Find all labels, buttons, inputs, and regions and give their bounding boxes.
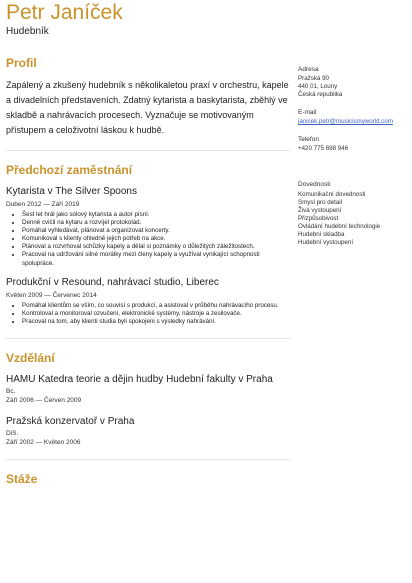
employment-heading: Předchozí zaměstnání (6, 163, 133, 177)
section-divider (6, 150, 290, 151)
job-title: Kytarista v The Silver Spoons (6, 186, 137, 197)
skill-item: Hudební skladba (298, 231, 345, 238)
address-line: Pražská 90 (298, 75, 329, 82)
education-dates: Září 2002 — Květen 2006 (6, 438, 81, 446)
job-bullet: • Kontroloval a monitoroval ozvučení, elektronické systémy, nástroje a zesilovače. (22, 310, 290, 318)
main-column (6, 56, 290, 494)
school-name: Pražská konzervatoř v Praha (6, 415, 135, 427)
email-block (298, 109, 410, 126)
job-entry (6, 276, 290, 326)
address-line: 440 01, Louny (298, 83, 338, 90)
skill-item: Hudební vystoupení (298, 239, 354, 246)
job-dates: Květen 2009 — Červenec 2014 (6, 291, 97, 299)
profile-section (6, 56, 290, 138)
internships-heading: Stáže (6, 471, 38, 486)
job-bullet: • Pracoval na udržování silné morálky mezi členy kapely a využíval vynikající schopnosti spolupráce. (22, 251, 290, 267)
job-bullets (6, 211, 290, 268)
job-bullet: • Pomáhal vyhledávat, plánovat a organizovat koncerty. (22, 227, 290, 235)
section-divider (6, 338, 290, 339)
resume-name: Petr Janíček (6, 1, 123, 24)
school-name: HAMU Katedra teorie a dějin hudby Hudební fakulty v Praha (6, 373, 273, 385)
address-label: Adresa (298, 66, 319, 73)
skill-item: Smysl pro detail (298, 199, 343, 206)
education-section (6, 351, 290, 447)
job-bullet: • Pomáhal klientům se vším, co souvisí s produkcí, a asistoval v průběhu nahrávacího procesu. (22, 302, 290, 310)
contact-sidebar (298, 66, 410, 257)
education-entry (6, 415, 290, 447)
phone-label: Telefon (298, 136, 319, 143)
profile-text: Zapálený a zkušený hudebník s několikaletou praxí v orchestru, kapele a divadelních představeních. Zdatný kytarista a baskytarista, zběhlý ve skladbě a nahrávacích procesech. Vyznačuje se motivovaným přístupem a celoživotní láskou k hudbě. (6, 80, 289, 135)
email-label: E-mail (298, 109, 317, 116)
skills-block (298, 181, 410, 247)
phone-number: +420 775 698 946 (298, 145, 349, 152)
job-bullet: • Pracoval na tom, aby klienti studia byli spokojeni s výsledky nahrávání. (22, 318, 290, 326)
skill-item: Živá vystoupení (298, 207, 342, 214)
education-dates: Září 2006 — Červen 2009 (6, 396, 82, 404)
phone-block (298, 136, 410, 153)
degree: Bc. (6, 387, 16, 395)
job-bullets (6, 302, 290, 326)
skills-label: Dovednosti (298, 181, 331, 188)
degree: DiS. (6, 429, 19, 437)
employment-section (6, 163, 290, 326)
job-bullet: • Plánoval a rozvrhoval schůzky kapely a dělal si poznámky o důležitých záležitostech. (22, 243, 290, 251)
job-entry (6, 185, 290, 268)
education-entry (6, 373, 290, 405)
address-block (298, 66, 410, 99)
email-link[interactable]: janicek.petr@musicismyworld.com (298, 118, 393, 125)
skill-item: Přizpůsobivost (298, 215, 339, 222)
section-divider (6, 459, 290, 460)
skill-item: Ovládání hudební technologie (298, 223, 381, 230)
job-bullet: • Denně cvičil na kytaru a rozvíjel protokolád. (22, 219, 290, 227)
skill-item: Komunikační dovednosti (298, 191, 366, 198)
job-dates: Duben 2012 — Září 2019 (6, 201, 80, 208)
education-heading: Vzdělání (6, 350, 55, 365)
resume-subtitle: Hudebník (6, 26, 49, 37)
job-title: Produkční v Resound, nahrávací studio, Liberec (6, 276, 219, 288)
job-bullet: • Komunikoval s klienty ohledně jejich potřeb na akce. (22, 235, 290, 243)
address-line: Česká republika (298, 91, 343, 98)
job-bullet: • Šest let hrál jako sólový kytarista a autor písní. (22, 211, 290, 219)
profile-heading: Profil (6, 56, 37, 70)
